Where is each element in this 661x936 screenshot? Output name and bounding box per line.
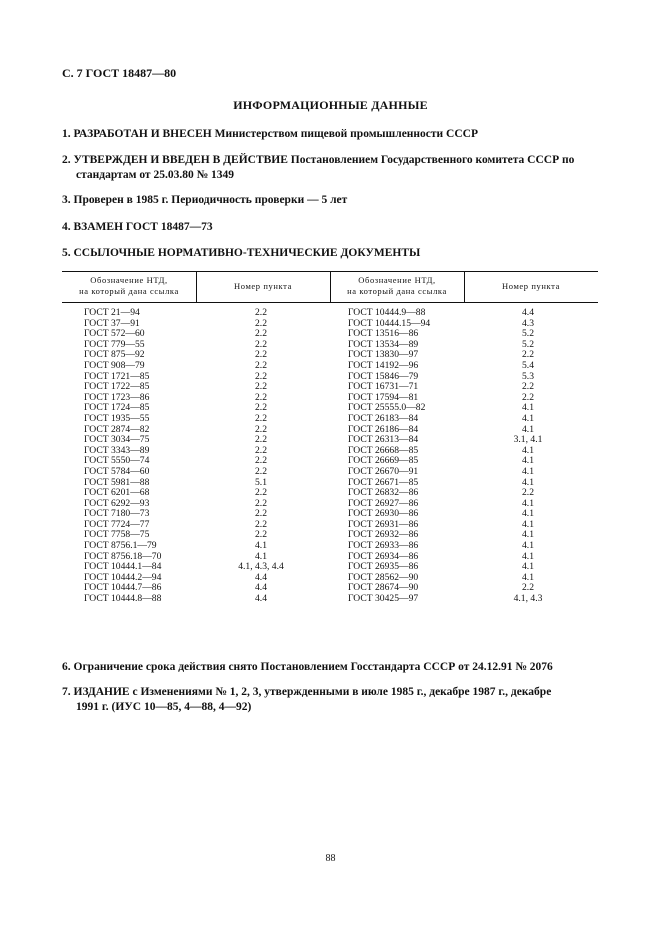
ntd-cell: ГОСТ 26670—91 [348,465,419,477]
item-5: 5. ССЫЛОЧНЫЕ НОРМАТИВНО-ТЕХНИЧЕСКИЕ ДОКУМЕНТЫ [62,247,421,259]
ntd-cell: ГОСТ 28674—90 [348,582,419,594]
ntd-cell: ГОСТ 25555.0—82 [348,402,426,414]
clause-cell: 2.2 [255,338,267,350]
table-body [62,308,598,605]
ntd-cell: ГОСТ 10444.7—86 [84,582,162,594]
table-row [62,414,598,425]
clause-cell: 4.1 [522,423,534,435]
ntd-cell: ГОСТ 3343—89 [84,444,150,456]
header-ntd-2-line1: Обозначение НТД, [358,275,436,285]
clause-cell: 4.4 [255,571,267,583]
clause-cell: 2.2 [255,381,267,393]
item-2 [62,153,602,183]
clause-cell: 2.2 [255,465,267,477]
section-title: ИНФОРМАЦИОННЫЕ ДАННЫЕ [233,98,428,112]
clause-cell: 2.2 [255,349,267,361]
clause-cell: 2.2 [522,582,534,594]
table-row [62,467,598,478]
header-ntd-1-line1: Обозначение НТД, [90,275,168,285]
clause-cell: 5.3 [522,370,534,382]
ntd-cell: ГОСТ 6292—93 [84,497,150,509]
ntd-cell: ГОСТ 1935—55 [84,412,150,424]
item-1 [62,127,602,142]
ntd-cell: ГОСТ 26671—85 [348,476,419,488]
item-3: 3. Проверен в 1985 г. Периодичность проверки — 5 лет [62,194,348,206]
clause-cell: 4.1 [522,412,534,424]
item-1-rest: Министерством пищевой промышленности СССР [214,128,478,140]
table-row [62,594,598,605]
ntd-cell: ГОСТ 13516—86 [348,328,419,340]
ntd-cell: ГОСТ 28562—90 [348,571,419,583]
ntd-cell: ГОСТ 1722—85 [84,381,150,393]
clause-cell: 5.4 [522,359,534,371]
clause-cell: 2.2 [522,381,534,393]
clause-cell: 4.1 [522,508,534,520]
clause-cell: 4.4 [522,307,534,318]
ntd-cell: ГОСТ 37—91 [84,317,140,329]
clause-cell: 4.1 [255,550,267,562]
ntd-cell: ГОСТ 13534—89 [348,338,419,350]
ntd-cell: ГОСТ 14192—96 [348,359,419,371]
header-ntd-1 [62,275,196,297]
clause-cell: 2.2 [255,307,267,318]
ntd-cell: ГОСТ 10444.8—88 [84,593,162,605]
ntd-cell: ГОСТ 10444.15—94 [348,317,431,329]
ntd-cell: ГОСТ 7758—75 [84,529,150,541]
ntd-cell: ГОСТ 26669—85 [348,455,419,467]
clause-cell: 4.1, 4.3 [513,593,543,605]
table-row [62,361,598,372]
clause-cell: 2.2 [255,518,267,530]
clause-cell: 2.2 [255,391,267,403]
clause-cell: 5.2 [522,338,534,350]
ntd-cell: ГОСТ 26930—86 [348,508,419,520]
ntd-cell: ГОСТ 572—60 [84,328,145,340]
page-header: С. 7 ГОСТ 18487—80 [62,66,177,80]
ntd-cell: ГОСТ 26935—86 [348,561,419,573]
ntd-cell: ГОСТ 17594—81 [348,391,419,403]
clause-cell: 2.2 [255,434,267,446]
ntd-cell: ГОСТ 5550—74 [84,455,150,467]
clause-cell: 4.1 [522,571,534,583]
header-clause-2: Номер пункта [502,281,560,291]
item-1-lead: 1. РАЗРАБОТАН И ВНЕСЕН [62,128,212,140]
ntd-cell: ГОСТ 13830—97 [348,349,419,361]
clause-cell: 5.2 [522,328,534,340]
ntd-cell: ГОСТ 5784—60 [84,465,150,477]
clause-cell: 2.2 [255,487,267,499]
item-7 [62,685,602,715]
header-ntd-1-line2: на который дана ссылка [79,286,179,296]
ntd-cell: ГОСТ 8756.18—70 [84,550,162,562]
header-clause-1: Номер пункта [234,281,292,291]
ntd-cell: ГОСТ 26931—86 [348,518,419,530]
ntd-cell: ГОСТ 26668—85 [348,444,419,456]
header-ntd-2-line2: на который дана ссылка [347,286,447,296]
item-2-line2: стандартам от 25.03.80 № 1349 [76,169,235,181]
clause-cell: 2.2 [255,529,267,541]
clause-cell: 2.2 [255,370,267,382]
clause-cell: 4.1 [522,465,534,477]
clause-cell: 4.1 [522,550,534,562]
ntd-cell: ГОСТ 6201—68 [84,487,150,499]
header-ntd-2 [330,275,464,297]
ntd-cell: ГОСТ 2874—82 [84,423,150,435]
clause-cell: 2.2 [255,508,267,520]
clause-cell: 4.1, 4.3, 4.4 [238,561,284,573]
item-7-line2: 1991 г. (ИУС 10—85, 4—88, 4—92) [76,701,252,713]
ntd-cell: ГОСТ 16731—71 [348,381,419,393]
ntd-cell: ГОСТ 7724—77 [84,518,150,530]
ntd-cell: ГОСТ 26183—84 [348,412,419,424]
ntd-cell: ГОСТ 7180—73 [84,508,150,520]
clause-cell: 2.2 [255,444,267,456]
ntd-cell: ГОСТ 10444.1—84 [84,561,162,573]
table-header-rule [62,302,598,303]
ntd-cell: ГОСТ 26932—86 [348,529,419,541]
clause-cell: 2.2 [522,487,534,499]
clause-cell: 4.1 [522,518,534,530]
ntd-cell: ГОСТ 26934—86 [348,550,419,562]
ntd-cell: ГОСТ 10444.2—94 [84,571,162,583]
ntd-cell: ГОСТ 26933—86 [348,540,419,552]
item-2-rest: Постановлением Государственного комитета СССР по [290,154,575,166]
ntd-cell: ГОСТ 1724—85 [84,402,150,414]
ntd-cell: ГОСТ 15846—79 [348,370,419,382]
ntd-cell: ГОСТ 1721—85 [84,370,150,382]
clause-cell: 3.1, 4.1 [513,434,543,446]
clause-cell: 4.1 [522,476,534,488]
ntd-cell: ГОСТ 26313—84 [348,434,419,446]
clause-cell: 4.1 [522,497,534,509]
clause-cell: 4.1 [522,455,534,467]
ntd-cell: ГОСТ 5981—88 [84,476,150,488]
ntd-cell: ГОСТ 779—55 [84,338,145,350]
ntd-cell: ГОСТ 10444.9—88 [348,307,426,318]
clause-cell: 4.1 [522,529,534,541]
clause-cell: 4.1 [522,444,534,456]
ntd-cell: ГОСТ 8756.1—79 [84,540,157,552]
clause-cell: 2.2 [255,412,267,424]
clause-cell: 4.1 [255,540,267,552]
clause-cell: 4.4 [255,582,267,594]
clause-cell: 4.4 [255,593,267,605]
ntd-cell: ГОСТ 3034—75 [84,434,150,446]
clause-cell: 2.2 [522,391,534,403]
item-7-lead: 7. ИЗДАНИЕ [62,686,130,698]
ntd-cell: ГОСТ 908—79 [84,359,145,371]
page-number: 88 [325,853,336,864]
clause-cell: 4.1 [522,540,534,552]
ntd-cell: ГОСТ 21—94 [84,307,140,318]
item-6: 6. Ограничение срока действия снято Постановлением Госстандарта СССР от 24.12.91 № 2076 [62,661,553,673]
ntd-cell: ГОСТ 30425—97 [348,593,419,605]
table-row [62,308,598,319]
item-4: 4. ВЗАМЕН ГОСТ 18487—73 [62,221,213,233]
ntd-cell: ГОСТ 875—92 [84,349,145,361]
clause-cell: 2.2 [255,359,267,371]
item-7-rest: с Изменениями № 1, 2, 3, утвержденными в июле 1985 г., декабре 1987 г., декабре [132,686,552,698]
ntd-cell: ГОСТ 26186—84 [348,423,419,435]
clause-cell: 4.1 [522,561,534,573]
clause-cell: 4.1 [522,402,534,414]
ntd-cell: ГОСТ 1723—86 [84,391,150,403]
ntd-cell: ГОСТ 26927—86 [348,497,419,509]
clause-cell: 2.2 [255,317,267,329]
clause-cell: 2.2 [255,497,267,509]
clause-cell: 2.2 [255,402,267,414]
ntd-cell: ГОСТ 26832—86 [348,487,419,499]
clause-cell: 2.2 [255,328,267,340]
clause-cell: 5.1 [255,476,267,488]
clause-cell: 2.2 [255,423,267,435]
clause-cell: 4.3 [522,317,534,329]
clause-cell: 2.2 [255,455,267,467]
item-2-lead: 2. УТВЕРЖДЕН И ВВЕДЕН В ДЕЙСТВИЕ [62,154,288,166]
clause-cell: 2.2 [522,349,534,361]
